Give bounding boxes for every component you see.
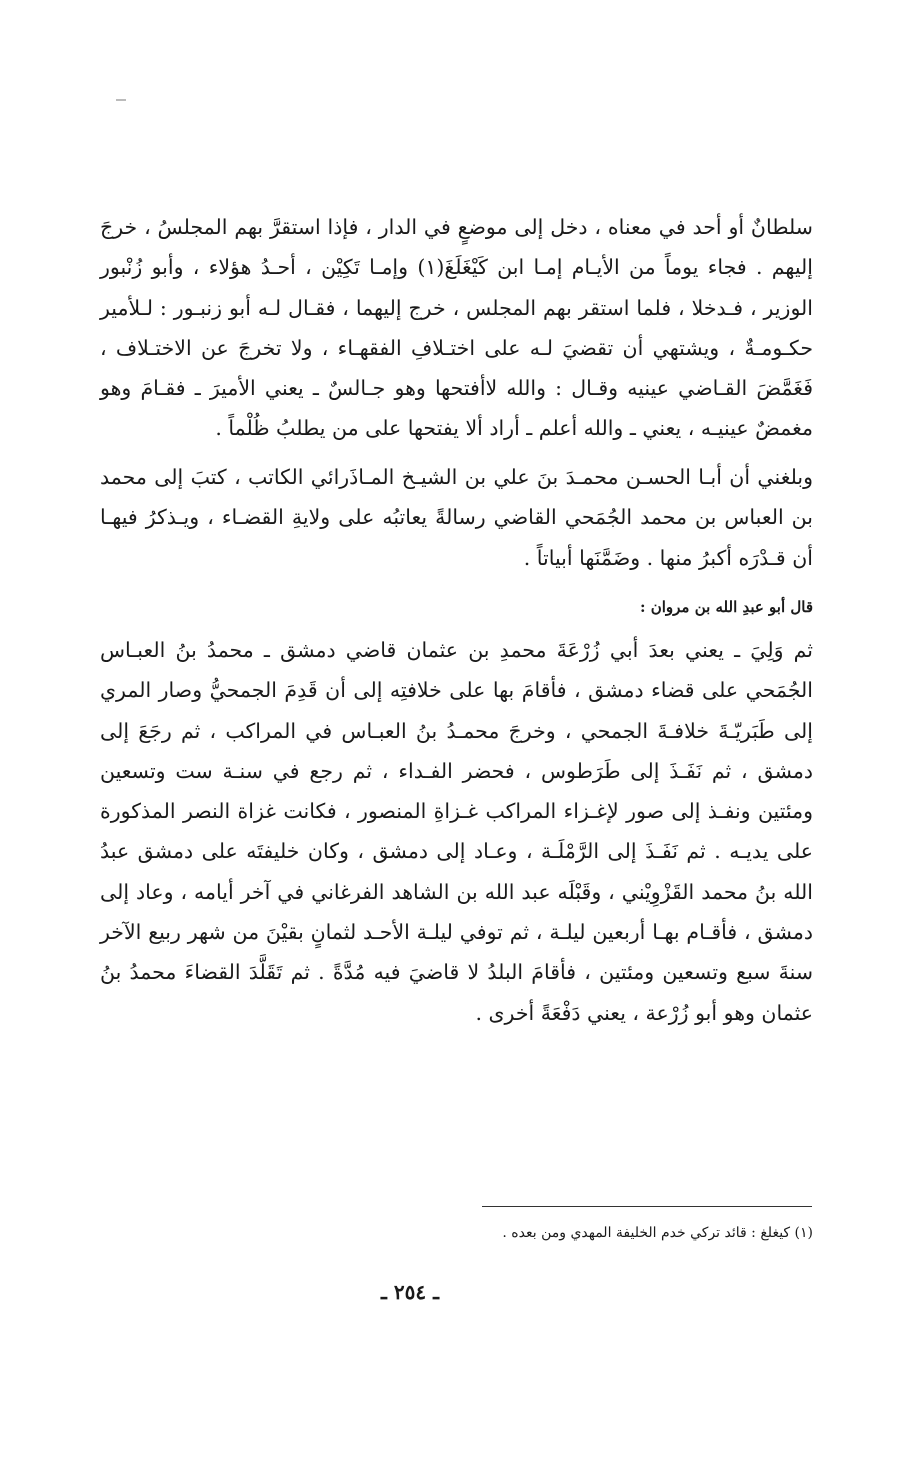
paragraph-2-text: وبلغني أن أبـا الحسـن محمـدَ بنَ علي بن الشيـخ المـاذَرائي الكاتب ، كتبَ إلى محمد بن العباس بن محمد الجُمَحي القاضي رسالةً يعاتبُه على ولايةِ القضـاء ، ويـذكرُ فيهـا أن قـدْرَه أكبرُ منها . وضَمَّنَها أبياتاً . <box>100 465 813 570</box>
scan-speck <box>116 99 126 101</box>
paragraph-2 <box>100 457 813 578</box>
footnote: (١) كيغلغ : قائد تركي خدم الخليفة المهدي ومن بعده . <box>502 1225 813 1241</box>
paragraph-1-text: سلطانٌ أو أحد في معناه ، دخل إلى موضعٍ في الدار ، فإذا استقرَّ بهم المجلسُ ، خرجَ إليهم . فجاء يوماً من الأيـام إمـا ابن كَيْغَلَغَ(١) وإمـا تَكِيْن ، أحـدُ هؤلاء ، وأبو زُنْبور الوزير ، فـدخلا ، فلما استقر بهم المجلس ، خرج إليهما ، فقـال لـه أبو زنبـور : لـلأمير حكـومـةٌ ، ويشتهي أن تقضيَ لـه على اختـلافِ الفقهـاء ، ولا تخرجَ عن الاختـلاف ، فَغَمَّضَ القـاضي عينيه وقـال : والله لاأفتحها وهو جـالسٌ ـ يعني الأميرَ ـ فقـامَ وهو مغمضٌ عينيـه ، يعني ـ والله أعلم ـ أراد ألا يفتحها على من يطلبُ ظُلْماً . <box>100 215 813 441</box>
paragraph-3-text: ثم وَلِيَ ـ يعني بعدَ أبي زُرْعَةَ محمدِ بن عثمان قاضي دمشق ـ محمدُ بنُ العبـاس الجُمَحي على قضاء دمشق ، فأقامَ بها على خلافتِه إلى أن قَدِمَ الجمحيُّ وصار المري إلى طَبَريّـةَ خلافـةَ الجمحي ، وخرجَ محمـدُ بنُ العبـاس في المراكب ، ثم رجَعَ إلى دمشق ، ثم نَفَـذَ إلى طَرَطوس ، فحضر الفـداء ، ثم رجع في سنـة ست وتسعين ومئتين ونفـذ إلى صور لإغـزاء المراكب غـزاةِ المنصور ، فكانت غزاة النصر المذكورة على يديـه . ثم نَفَـذَ إلى الرَّمْلَـة ، وعـاد إلى دمشق ، وكان خليفتَه على دمشق عبدُ الله بنُ محمد القَزْوِيْني ، وقَبْلَه عبد الله بن الشاهد الفرغاني في آخر أيامه ، وعاد إلى دمشق ، فأقـام بهـا أربعين ليلـة ، ثم توفي ليلـة الأحـد لثمانٍ بقيْنَ من شهر ربيع الآخر سنةَ سبع وتسعين ومئتين ، فأقامَ البلدُ لا قاضيَ فيه مُدَّةً . ثم تَقَلَّدَ القضاءَ محمدُ بنُ عثمان وهو أبو زُرْعة ، يعني دَفْعَةً أخرى . <box>100 638 813 1025</box>
attribution-line: قال أبو عبدِ الله بن مروان : <box>639 598 813 616</box>
page-number: ـ ٢٥٤ ـ <box>381 1280 439 1304</box>
paragraph-3 <box>100 630 813 1033</box>
footnote-divider <box>482 1206 812 1207</box>
paragraph-1 <box>100 207 813 449</box>
